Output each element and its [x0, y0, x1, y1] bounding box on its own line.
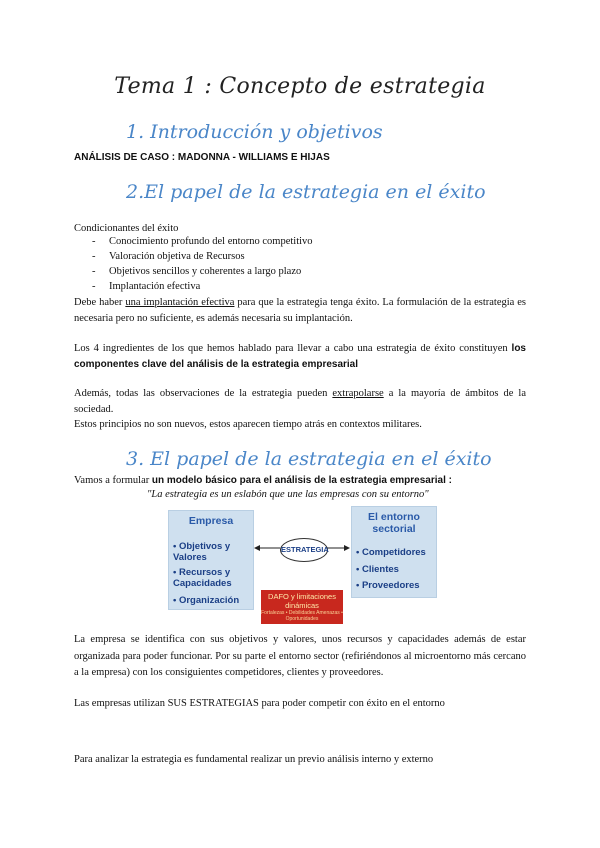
dafo-box [261, 590, 343, 624]
page-title: Tema 1 : Concepto de estrategia [114, 74, 486, 99]
section-3-heading: 3. El papel de la estrategia en el éxito [126, 448, 492, 470]
arrow-right-head [344, 545, 350, 551]
entorno-item: • Clientes [356, 564, 399, 575]
dafo-title: DAFO y limitaciones dinámicas [268, 592, 336, 610]
quote: "La estrategia es un eslabón que une las empresas con su entorno" [147, 489, 429, 500]
paragraph-implantacion: Debe haber una implantación efectiva para que la estrategia tenga éxito. La formulación de la estrategia es necesaria pero no suficiente, es además necesaria su implantación. [74, 297, 526, 324]
conditions-title: Condicionantes del éxito [74, 223, 179, 234]
paragraph-extrapolar: Además, todas las observaciones de la estrategia pueden extrapolarse a la mayoría de ámbitos de la sociedad. [74, 388, 526, 415]
strategy-ellipse: ESTRATEGIA [280, 538, 328, 562]
model-intro: Vamos a formular un modelo básico para el análisis de la estrategia empresarial : [74, 475, 452, 486]
entorno-box [351, 506, 437, 598]
case-title: ANÁLISIS DE CASO : MADONNA - WILLIAMS E HIJAS [74, 152, 330, 163]
dafo-subtitle: Fortalezas • Debilidades Amenazas • Oportunidades [261, 610, 343, 622]
empresa-item: • Organización [173, 595, 240, 606]
entorno-item: • Proveedores [356, 580, 420, 591]
entorno-item: • Competidores [356, 547, 426, 558]
paragraph-estrategias: Las empresas utilizan SUS ESTRATEGIAS para poder competir con éxito en el entorno [74, 698, 445, 709]
paragraph-analisis: Para analizar la estrategia es fundamental realizar un previo análisis interno y externo [74, 754, 434, 765]
empresa-box [168, 510, 254, 610]
section-1-heading: 1. Introducción y objetivos [126, 121, 383, 143]
empresa-item: • Objetivos y Valores [173, 541, 231, 563]
arrow-left-head [254, 545, 260, 551]
entorno-title: El entorno sectorial [368, 511, 420, 535]
paragraph-ingredientes: Los 4 ingredientes de los que hemos hablado para llevar a cabo una estrategia de éxito constituyen los componentes clave del análisis de la estrategia empresarial [74, 343, 526, 370]
paragraph-militares: Estos principios no son nuevos, estos aparecen tiempo atrás en contextos militares. [74, 419, 422, 430]
section-2-heading: 2.El papel de la estrategia en el éxito [126, 181, 486, 203]
paragraph-empresa: La empresa se identifica con sus objetivos y valores, unos recursos y capacidades además de estar organizada para poder funcionar. Por su parte el entorno sector (refiriéndonos al microentorno más cercano a la empresa) con los consiguientes competidores, clientes y proveedores. [74, 634, 526, 678]
empresa-title: Empresa [188, 515, 234, 527]
strategy-diagram [168, 506, 434, 624]
empresa-item: • Recursos y Capacidades [173, 567, 232, 589]
